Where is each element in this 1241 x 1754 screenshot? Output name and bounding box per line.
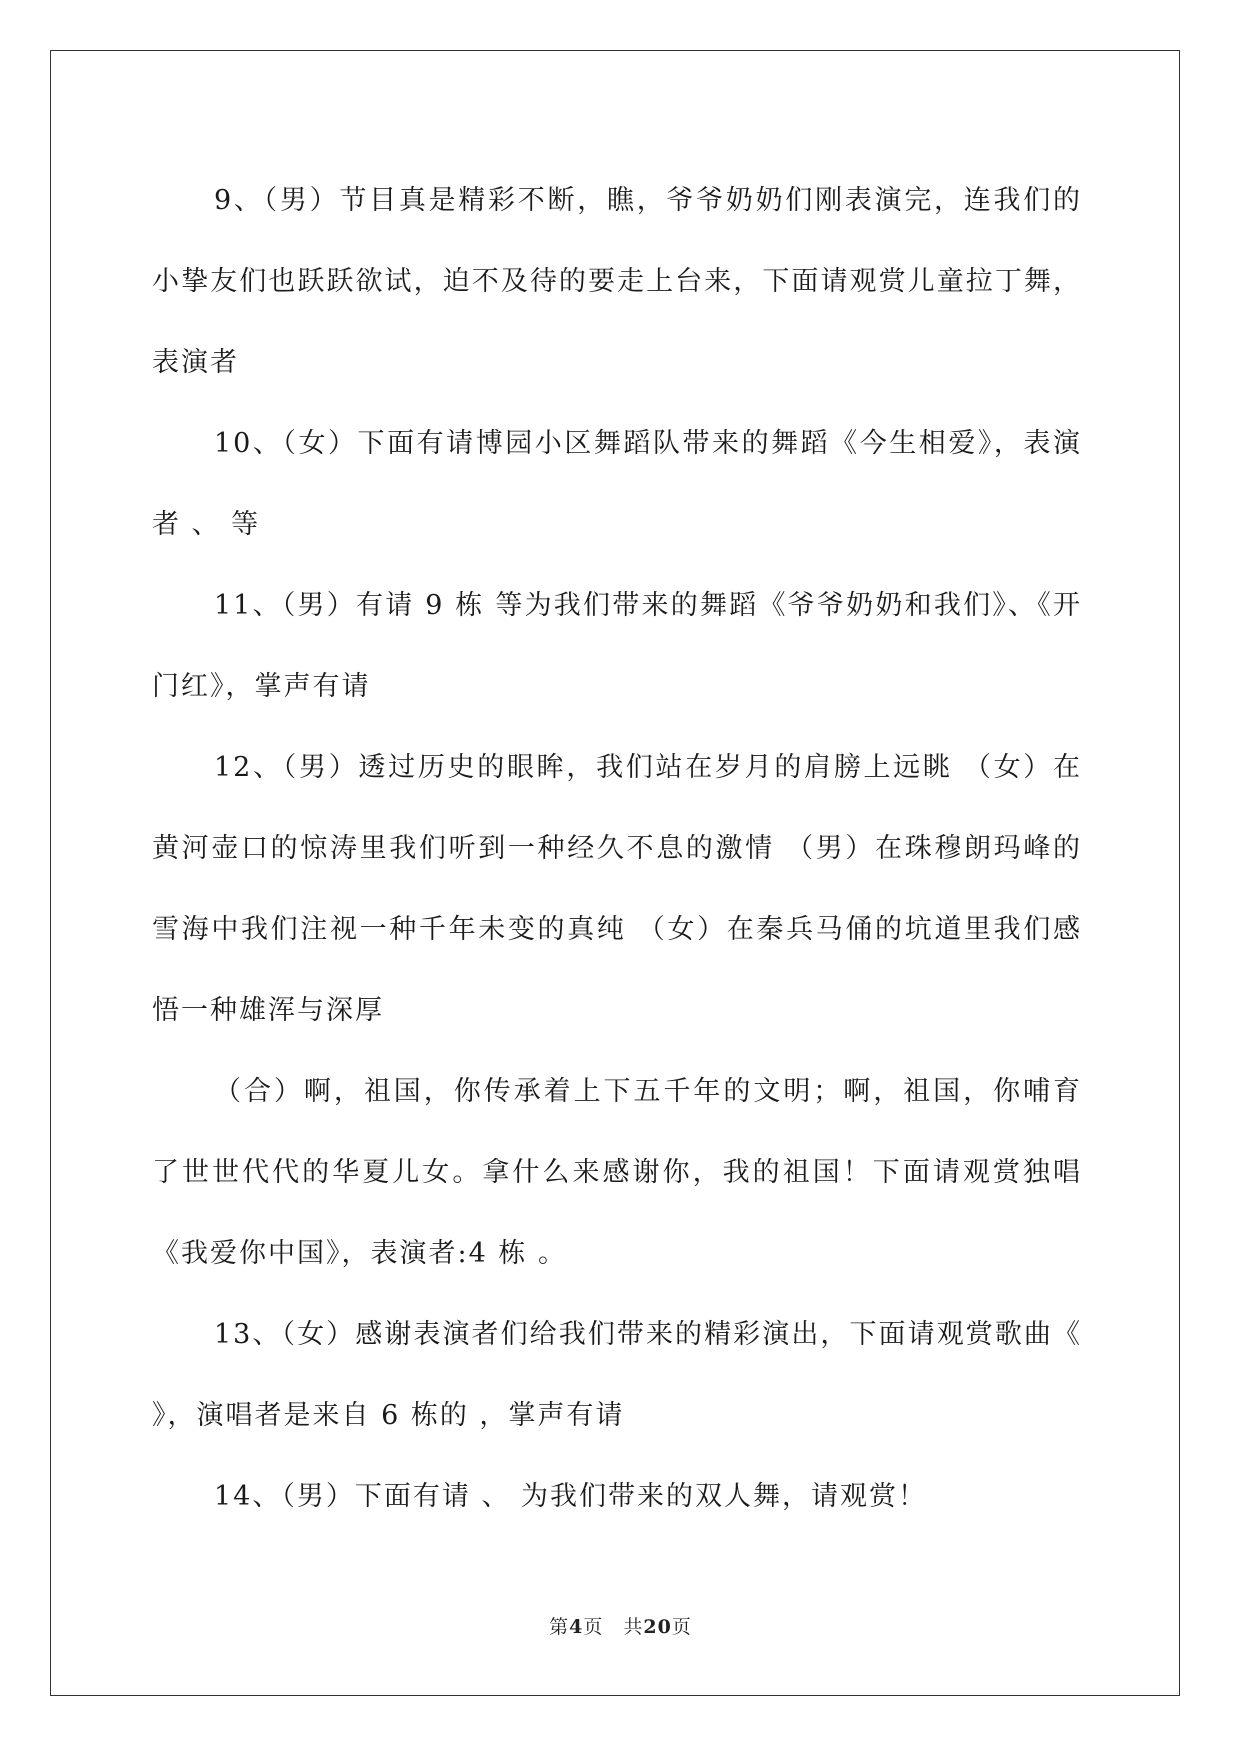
paragraph-10: 10、（女）下面有请博园小区舞蹈队带来的舞蹈《今生相爱》，表演者 、 等 [152, 428, 1082, 540]
footer-prefix: 第 [549, 1616, 570, 1638]
paragraph-11: 11、（男）有请 9 栋 等为我们带来的舞蹈《爷爷奶奶和我们》、《开门红》，掌声有请 [152, 590, 1082, 702]
paragraph-9: 9、（男）节目真是精彩不断，瞧，爷爷奶奶们刚表演完，连我们的小挚友们也跃跃欲试，迫不及待的要走上台来，下面请观赏儿童拉丁舞，表演者 [152, 185, 1082, 378]
paragraph-12: 12、（男）透过历史的眼眸，我们站在岁月的肩膀上远眺 （女）在黄河壶口的惊涛里我们听到一种经久不息的激情 （男）在珠穆朗玛峰的雪海中我们注视一种千年未变的真纯 （女）在秦兵马俑的坑道里我们感悟一种雄浑与深厚 [152, 752, 1082, 1026]
footer-suffix: 页 [671, 1616, 692, 1638]
footer-mid: 页 共 [583, 1616, 644, 1638]
page-footer [0, 1612, 1241, 1639]
paragraph-13: 13、（女）感谢表演者们给我们带来的精彩演出，下面请观赏歌曲《 》，演唱者是来自 6 栋的 ，掌声有请 [152, 1319, 1082, 1431]
total-page-count: 20 [643, 1616, 672, 1638]
current-page-number: 4 [569, 1616, 584, 1638]
document-body [152, 160, 1082, 1537]
paragraph-14: 14、（男）下面有请 、 为我们带来的双人舞，请观赏！ [214, 1481, 928, 1512]
paragraph-chorus: （合）啊，祖国，你传承着上下五千年的文明；啊，祖国，你哺育了世世代代的华夏儿女。拿什么来感谢你，我的祖国！下面请观赏独唱《我爱你中国》，表演者:4 栋 。 [152, 1076, 1082, 1269]
